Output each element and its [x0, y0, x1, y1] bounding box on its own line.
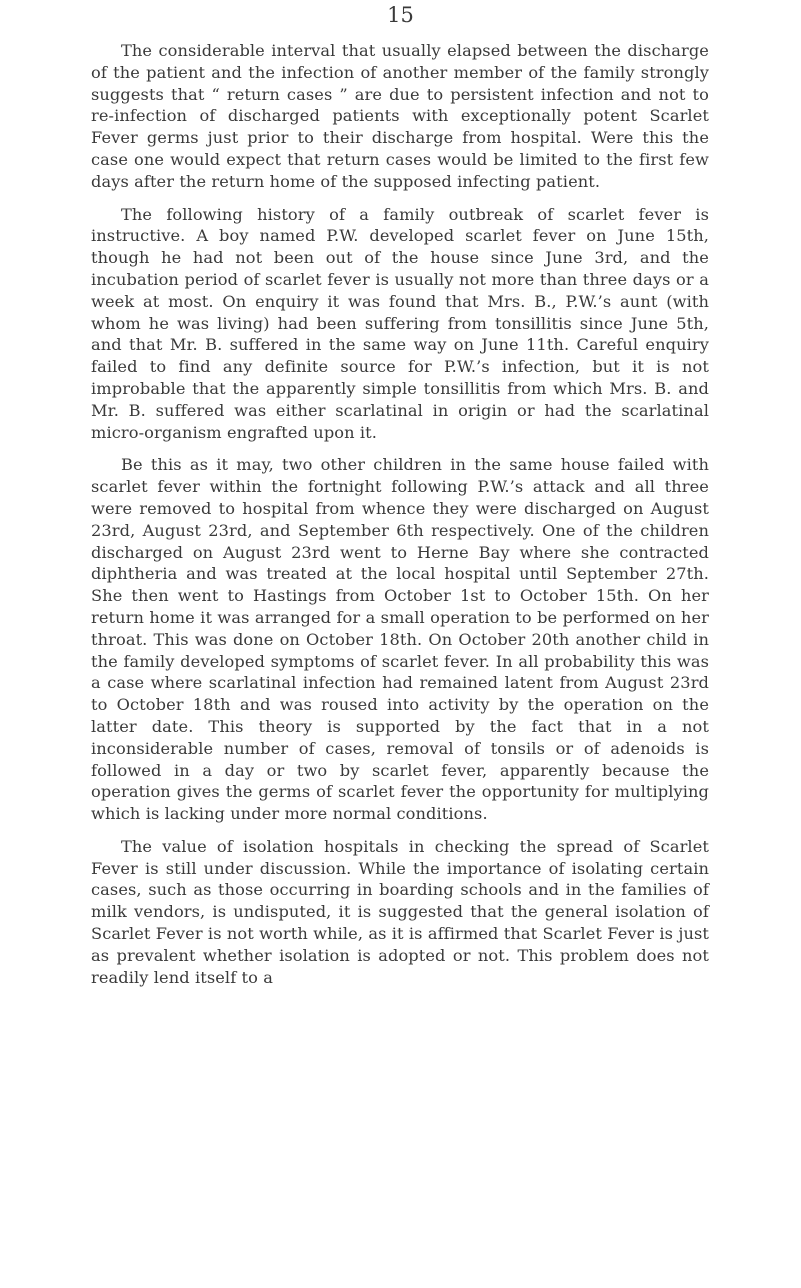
paragraph-isolation-hospitals: The value of isolation hospitals in checking the spread of Scarlet Fever is still under discussion. While the importance of isolating certain cases, such as those occurring in boarding schools and in the families of milk vendors, is undisputed, it is suggested that the general isolation of Scarlet Fever is not worth while, as it is affirmed that Scarlet Fever is just as prevalent whether isolation is adopted or not. This problem does not readily lend itself to a: [91, 836, 709, 987]
paragraph-latent-infection: Be this as it may, two other children in the same house failed with scarlet fever within the fortnight following P.W.’s attack and all three were removed to hospital from whence they were discharged on August 23rd, August 23rd, and September 6th respectively. One of the children discharged on August 23rd went to Herne Bay where she contracted diphtheria and was treated at the local hospital until September 27th. She then went to Hastings from October 1st to October 15th. On her return home it was arranged for a small operation to be performed on her throat. This was done on October 18th. On October 20th another child in the family developed symptoms of scarlet fever. In all probability this was a case where scarlatinal infection had remained latent from August 23rd to October 18th and was roused into activity by the operation on the latter date. This theory is supported by the fact that in a not inconsiderable number of cases, removal of tonsils or of adenoids is followed in a day or two by scarlet fever, apparently because the operation gives the germs of scarlet fever the opportunity for multiplying which is lacking under more normal conditions.: [91, 455, 709, 824]
page-number: 15: [387, 3, 414, 27]
paragraph-return-cases: The considerable interval that usually elapsed between the discharge of the patient and the infection of another member of the family strongly suggests that “ return cases ” are due to persistent infection and not to re-infection of discharged patients with exceptionally potent Scarlet Fever germs just prior to their discharge from hospital. Were this the case one would expect that return cases would be limited to the first few days after the return home of the supposed infecting patient.: [91, 41, 709, 191]
paragraph-family-outbreak: The following history of a family outbreak of scarlet fever is instructive. A boy named P.W. developed scarlet fever on June 15th, though he had not been out of the house since June 3rd, and the incubation period of scarlet fever is usually not more than three days or a week at most. On enquiry it was found that Mrs. B., P.W.’s aunt (with whom he was living) had been suffering from tonsillitis since June 5th, and that Mr. B. suffered in the same way on June 11th. Careful enquiry failed to find any definite source for P.W.’s infection, but it is not improbable that the apparently simple tonsillitis from which Mrs. B. and Mr. B. suffered was either scarlatinal in origin or had the scarlatinal micro-organism engrafted upon it.: [91, 204, 709, 442]
body-text: [91, 40, 709, 999]
